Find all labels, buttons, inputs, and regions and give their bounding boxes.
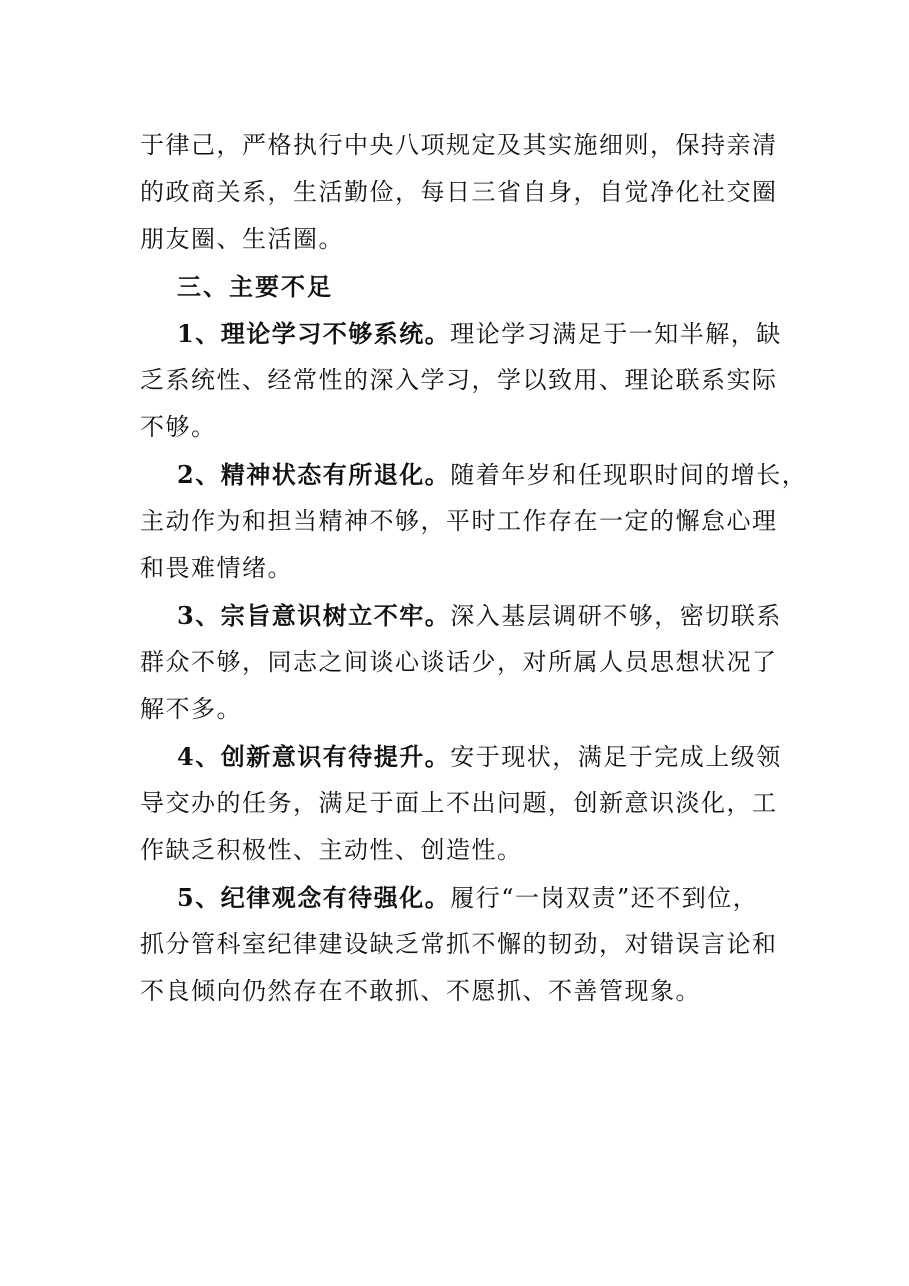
item-lead: 3、宗旨意识树立不牢。 xyxy=(177,601,451,630)
text-line: 解不多。 xyxy=(140,695,242,723)
item-first-line xyxy=(140,451,808,498)
text-line: 作缺乏积极性、主动性、创造性。 xyxy=(140,836,523,864)
item-text: 随着年岁和任现职时间的增长， xyxy=(450,461,808,489)
item-text: 安于现状，满足于完成上级领 xyxy=(450,743,782,771)
item-lead: 4、创新意识有待提升。 xyxy=(177,742,451,771)
item-first-line xyxy=(140,874,780,921)
text-line: 朋友圈、生活圈。 xyxy=(140,225,344,253)
list-item xyxy=(140,874,780,1015)
item-text: 深入基层调研不够，密切联系 xyxy=(450,602,782,630)
text-line: 乏系统性、经常性的深入学习，学以致用、理论联系实际 xyxy=(140,366,778,394)
item-first-line xyxy=(140,592,780,639)
item-text: 理论学习满足于一知半解，缺 xyxy=(450,320,782,348)
document-body xyxy=(140,122,808,1015)
list-item xyxy=(140,733,780,874)
paragraph-continuation xyxy=(140,122,780,263)
item-first-line xyxy=(140,310,780,357)
item-first-line xyxy=(140,733,780,780)
text-line: 不够。 xyxy=(140,413,217,441)
item-text: 履行“一岗双责”还不到位， xyxy=(450,884,759,912)
text-line: 导交办的任务，满足于面上不出问题，创新意识淡化，工 xyxy=(140,789,778,817)
text-line: 的政商关系，生活勤俭，每日三省自身，自觉净化社交圈 xyxy=(140,178,778,206)
text-line: 于律己，严格执行中央八项规定及其实施细则，保持亲清 xyxy=(140,131,778,159)
text-line: 不良倾向仍然存在不敢抓、不愿抓、不善管现象。 xyxy=(140,977,701,1005)
item-lead: 2、精神状态有所退化。 xyxy=(177,460,451,489)
list-item xyxy=(140,310,780,451)
text-line: 抓分管科室纪律建设缺乏常抓不懈的韧劲，对错误言论和 xyxy=(140,930,778,958)
list-item xyxy=(140,451,808,592)
text-line: 群众不够，同志之间谈心谈话少，对所属人员思想状况了 xyxy=(140,648,778,676)
section-heading: 三、主要不足 xyxy=(177,272,333,301)
item-lead: 1、理论学习不够系统。 xyxy=(177,319,451,348)
item-lead: 5、纪律观念有待强化。 xyxy=(177,883,451,912)
list-item xyxy=(140,592,780,733)
text-line: 主动作为和担当精神不够，平时工作存在一定的懈怠心理 xyxy=(140,507,778,535)
text-line: 和畏难情绪。 xyxy=(140,554,293,582)
